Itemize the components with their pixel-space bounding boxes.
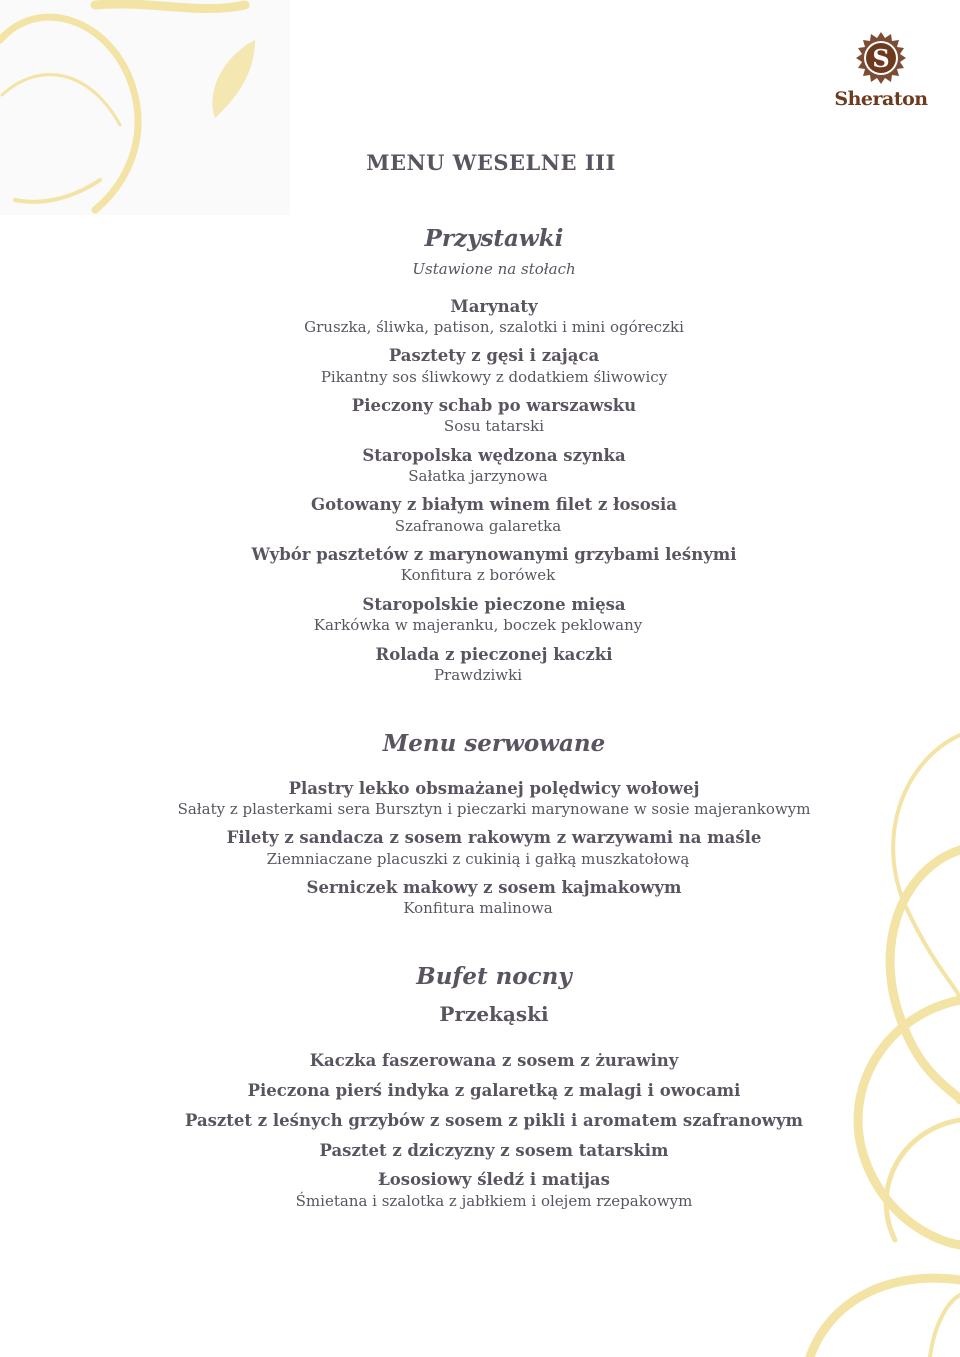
dish-description: Śmietana i szalotka z jabłkiem i olejem rzepakowym bbox=[295, 1192, 693, 1210]
section-heading-appetizers: Przystawki bbox=[424, 225, 564, 252]
dish-description: Gruszka, śliwka, patison, szalotki i mini ogóreczki bbox=[304, 318, 684, 336]
dish-name: Kaczka faszerowana z sosem z żurawiny bbox=[309, 1051, 679, 1070]
dish-description: Sałaty z plasterkami sera Bursztyn i pieczarki marynowane w sosie majerankowym bbox=[177, 800, 811, 818]
dish-name: Marynaty bbox=[450, 297, 538, 316]
dish-name: Filety z sandacza z sosem rakowym z warzywami na maśle bbox=[226, 828, 762, 847]
dish-description: Prawdziwki bbox=[433, 666, 523, 684]
section-subheading: Przekąski bbox=[439, 1002, 549, 1026]
dish-name: Pasztet z dziczyzny z sosem tatarskim bbox=[319, 1141, 669, 1160]
dish-description: Sosu tatarski bbox=[443, 417, 545, 435]
section-note: Ustawione na stołach bbox=[412, 260, 576, 278]
logo-wordmark: Sheraton bbox=[834, 88, 928, 110]
section-heading-served: Menu serwowane bbox=[382, 730, 606, 757]
dish-description: Konfitura z borówek bbox=[400, 566, 556, 584]
dish-name: Plastry lekko obsmażanej polędwicy wołowej bbox=[288, 779, 700, 798]
dish-name: Pasztety z gęsi i zająca bbox=[388, 346, 600, 365]
dish-name: Staropolska wędzona szynka bbox=[362, 446, 626, 465]
dish-name: Pieczony schab po warszawsku bbox=[351, 396, 637, 415]
svg-text:S: S bbox=[872, 44, 890, 73]
dish-name: Pasztet z leśnych grzybów z sosem z pikli i aromatem szafranowym bbox=[184, 1111, 804, 1130]
section-heading-night-buffet: Bufet nocny bbox=[416, 963, 572, 990]
dish-description: Ziemniaczane placuszki z cukinią i gałką muszkatołową bbox=[266, 850, 690, 868]
dish-description: Pikantny sos śliwkowy z dodatkiem śliwowicy bbox=[320, 368, 668, 386]
dish-name: Staropolskie pieczone mięsa bbox=[362, 595, 626, 614]
dish-description: Sałatka jarzynowa bbox=[408, 467, 548, 485]
dish-name: Wybór pasztetów z marynowanymi grzybami leśnymi bbox=[251, 545, 737, 564]
dish-description: Karkówka w majeranku, boczek peklowany bbox=[313, 616, 643, 634]
page-title: MENU WESELNE III bbox=[366, 150, 616, 175]
dish-name: Gotowany z białym winem filet z łososia bbox=[310, 495, 678, 514]
dish-name: Rolada z pieczonej kaczki bbox=[375, 645, 613, 664]
dish-name: Serniczek makowy z sosem kajmakowym bbox=[306, 878, 682, 897]
dish-description: Szafranowa galaretka bbox=[394, 517, 562, 535]
dish-description: Konfitura malinowa bbox=[403, 899, 553, 917]
dish-name: Łososiowy śledź i matijas bbox=[378, 1170, 610, 1189]
dish-name: Pieczona pierś indyka z galaretką z malagi i owocami bbox=[247, 1081, 741, 1100]
